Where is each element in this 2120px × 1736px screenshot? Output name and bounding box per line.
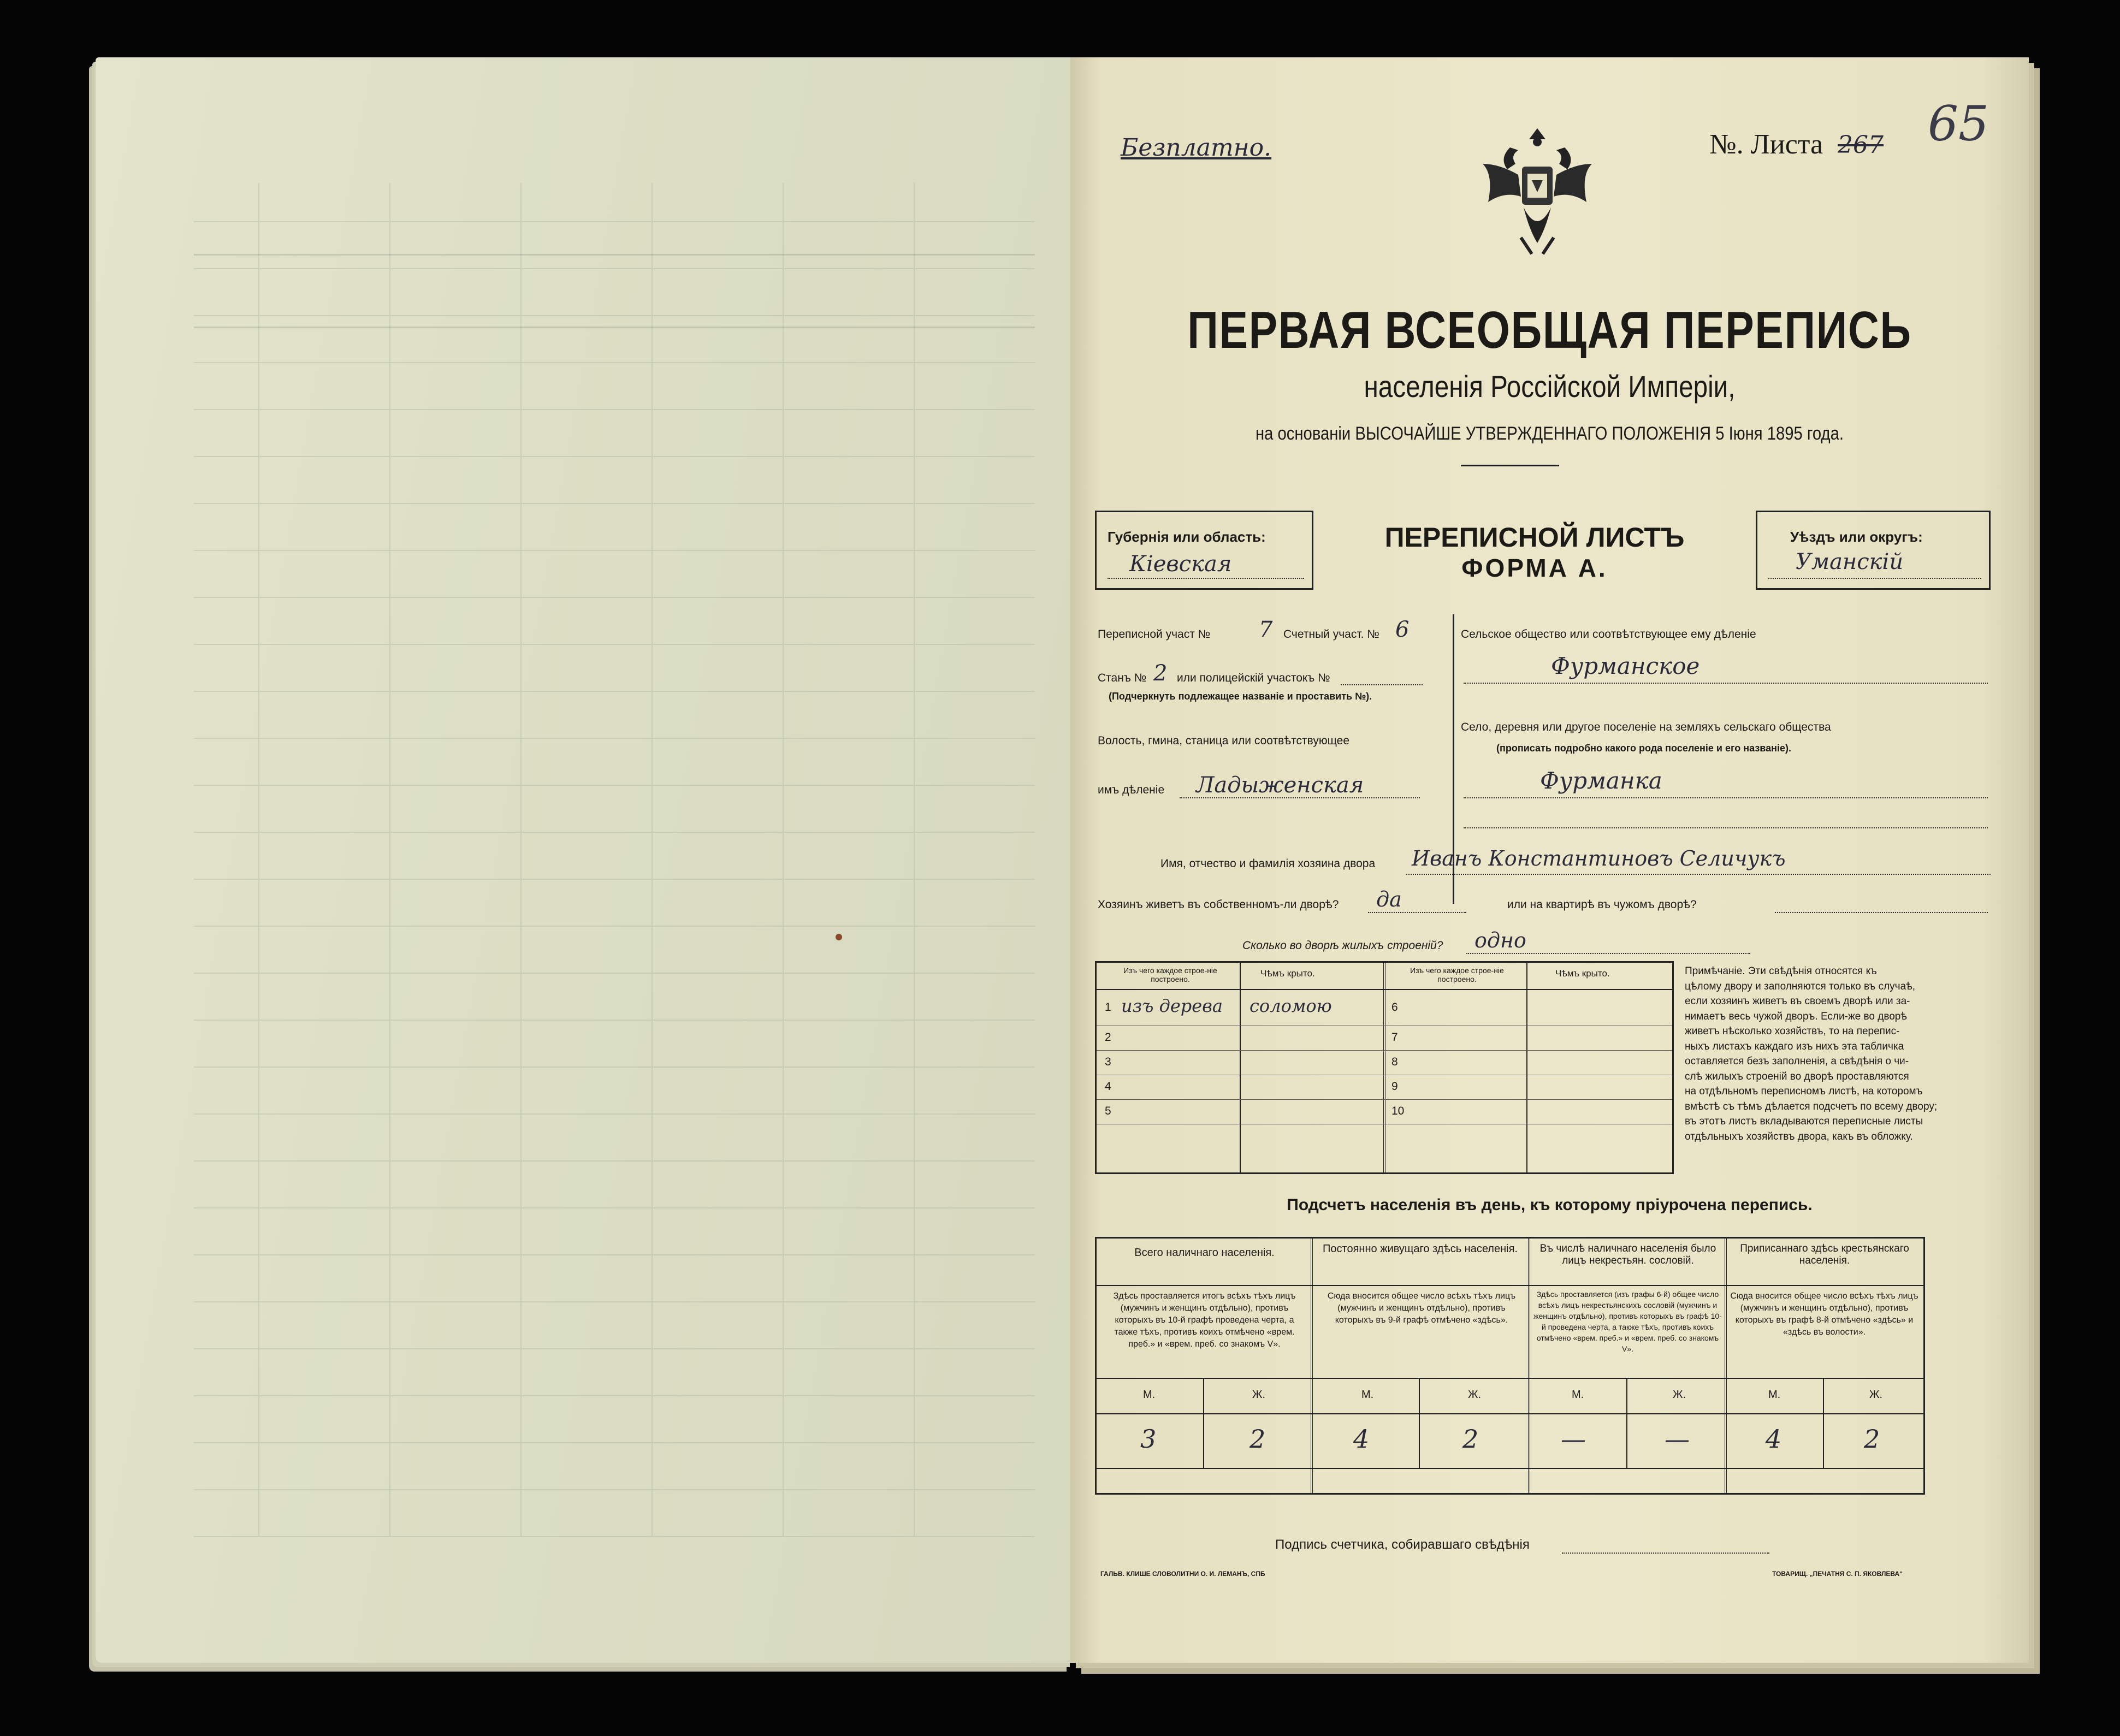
apartment-label: или на квартирѣ въ чужомъ дворѣ? — [1507, 898, 1697, 911]
population-title: Подсчетъ населенія въ день, къ которому пріурочена перепись. — [1287, 1196, 1813, 1214]
note-line: слѣ жилыхъ строеній во дворѣ проставляются — [1685, 1070, 1909, 1082]
subtitle: населенія Россійской Имперіи, — [1364, 369, 1736, 404]
sheet-number-value: 267 — [1838, 131, 1884, 159]
col-material-left: Изъ чего каждое строе-ніе построено. — [1123, 966, 1217, 983]
owner-name-label: Имя, отчество и фамилія хозяина двора — [1160, 857, 1376, 870]
imperial-eagle-emblem — [1477, 126, 1597, 257]
note-block — [1685, 964, 2001, 1144]
pop-m-value: 4 — [1353, 1424, 1370, 1454]
uezd-label: Уѣздъ или округъ: — [1790, 529, 1923, 545]
pop-f-label: Ж. — [1673, 1389, 1686, 1401]
printer-mark-right: ТОВАРИЩ. „ПЕЧАТНЯ С. П. ЯКОВЛЕВА“ — [1772, 1570, 1903, 1578]
pop-col-desc: Сюда вносится общее число всѣхъ тѣхъ лицъ (мужчинъ и женщинъ отдѣльно), противъ которыхъ въ 9-й графѣ отмѣчено «здѣсь». — [1327, 1291, 1516, 1325]
census-area-label: Переписной участ № — [1098, 628, 1211, 641]
building-row-number: 10 — [1391, 1105, 1405, 1117]
pop-m-value: 3 — [1140, 1424, 1157, 1454]
note-line: на отдѣльномъ переписномъ листѣ, на которомъ — [1685, 1086, 1923, 1097]
volost-label: Волость, гмина, станица или соотвѣтствующее — [1098, 734, 1349, 747]
pop-f-value: 2 — [1250, 1424, 1266, 1454]
bleed-through-grid — [194, 183, 1035, 1537]
volost-value: Ладыженская — [1196, 773, 1364, 798]
owner-name-value: Иванъ Константиновъ Селичукъ — [1412, 846, 1786, 870]
col-material-right: Изъ чего каждое строе-ніе построено. — [1410, 966, 1504, 983]
counting-area-value: 6 — [1395, 617, 1410, 642]
sheet-number-label: №. Листа — [1709, 129, 1823, 160]
ornament-divider — [1461, 465, 1559, 466]
buildings-count-value: одно — [1474, 928, 1526, 952]
pop-f-value: 2 — [1462, 1424, 1479, 1454]
note-line: живетъ нѣсколько хозяйствъ, то на перепис- — [1685, 1026, 1900, 1037]
stan-value: 2 — [1153, 661, 1168, 686]
pop-col-desc: Здѣсь проставляется (изъ графы 6-й) общее число всѣхъ лицъ некрестьянскихъ сословій (мужчинъ и женщинъ отдѣльно), противъ которыхъ въ графѣ 10-й проведена черта, а также тѣхъ, противъ коихъ отмѣчено «врем. преб.» и «врем. преб. со знакомъ V». — [1533, 1290, 1722, 1353]
main-title: ПЕРВАЯ ВСЕОБЩАЯ ПЕРЕПИСЬ — [1187, 301, 1912, 359]
free-label: Безплатно. — [1121, 134, 1272, 162]
pop-f-label: Ж. — [1468, 1389, 1482, 1401]
gubernia-box — [1095, 511, 1313, 590]
building-row-number: 6 — [1391, 1001, 1398, 1014]
pop-m-value: — — [1561, 1424, 1586, 1454]
gubernia-value: Кіевская — [1129, 552, 1232, 577]
note-line: нимаетъ весь чужой дворъ. Если-же во дворѣ — [1685, 1010, 1907, 1022]
signature-label: Подпись счетчика, собиравшаго свѣдѣнія — [1275, 1537, 1530, 1552]
own-yard-value: да — [1376, 887, 1402, 911]
pop-m-label: М. — [1143, 1389, 1156, 1401]
pop-col-desc: Сюда вносится общее число всѣхъ тѣхъ лицъ (мужчинъ и женщинъ отдѣльно), противъ которыхъ въ графѣ 8-й отмѣчено «здѣсь» и «здѣсь въ волости». — [1730, 1291, 1918, 1337]
village-note: (прописать подробно какого рода поселеніе и его названіе). — [1496, 743, 1792, 754]
note-line: Примѣчаніе. Эти свѣдѣнія относятся къ — [1685, 965, 1877, 977]
buildings-table — [1095, 961, 1674, 1174]
building-row-number: 4 — [1105, 1080, 1111, 1093]
pop-f-label: Ж. — [1869, 1389, 1883, 1401]
sheet-title-line2: ФОРМА А. — [1461, 554, 1608, 582]
pop-f-value: — — [1665, 1424, 1690, 1454]
building-roof: соломою — [1250, 996, 1332, 1016]
police-area-label: или полицейскій участокъ № — [1177, 672, 1330, 684]
underline-note: (Подчеркнуть подлежащее названіе и проставить №). — [1109, 691, 1372, 702]
uezd-value: Уманскій — [1796, 549, 1904, 574]
col-roof-left: Чѣмъ крыто. — [1260, 968, 1315, 979]
pop-col-head: Всего наличнаго населенія. — [1134, 1247, 1275, 1259]
pop-col-desc: Здѣсь проставляется итогъ всѣхъ тѣхъ лицъ (мужчинъ и женщинъ отдѣльно), противъ которыхъ въ 10-й графѣ проведена черта, а также тѣхъ, противъ коихъ отмѣчено «врем. преб.» и «врем. преб. со знакомъ V». — [1113, 1291, 1296, 1349]
pop-m-label: М. — [1572, 1389, 1584, 1401]
pop-f-label: Ж. — [1252, 1389, 1266, 1401]
gubernia-label: Губернія или область: — [1108, 529, 1266, 545]
bleed-through-header — [194, 254, 1035, 328]
volost-label-2: имъ дѣленіе — [1098, 784, 1165, 796]
pop-m-label: М. — [1361, 1389, 1374, 1401]
society-label: Сельское общество или соотвѣтствующее ему дѣленіе — [1461, 628, 1756, 641]
sheet-title-line1: ПЕРЕПИСНОЙ ЛИСТЪ — [1384, 522, 1685, 553]
building-row-number: 3 — [1105, 1056, 1111, 1068]
col-roof-right: Чѣмъ крыто. — [1555, 968, 1610, 979]
note-line: вмѣстѣ съ тѣмъ дѣлается подсчетъ по всему двору; — [1685, 1100, 1938, 1112]
pop-f-value: 2 — [1864, 1424, 1880, 1454]
building-material: изъ дерева — [1121, 996, 1223, 1016]
note-line: въ этотъ листъ вкладываются переписные листы — [1685, 1116, 1923, 1127]
building-row-number: 8 — [1391, 1056, 1398, 1068]
printer-mark-left: ГАЛЬВ. КЛИШЕ СЛОВОЛИТНИ О. И. ЛЕМАНЪ, СПБ — [1100, 1570, 1265, 1578]
pop-col-head: Приписаннаго здѣсь крестьянскаго населенія. — [1740, 1243, 1909, 1266]
census-area-value: 7 — [1259, 617, 1273, 642]
note-line: если хозяинъ живетъ въ своемъ дворѣ или за- — [1685, 996, 1910, 1007]
note-line: цѣлому двору и заполняются только въ случаѣ, — [1685, 980, 1916, 992]
archive-page-number: 65 — [1928, 96, 1989, 152]
left-page — [96, 57, 1073, 1663]
society-value: Фурманское — [1551, 653, 1700, 679]
building-row-number: 9 — [1391, 1080, 1398, 1093]
note-line: отдѣльныхъ хозяйствъ двора, какъ въ обложку. — [1685, 1130, 1913, 1142]
building-row-number: 7 — [1391, 1031, 1398, 1044]
building-row-number: 2 — [1105, 1031, 1111, 1044]
uezd-box — [1756, 511, 1991, 590]
pop-m-value: 4 — [1766, 1424, 1782, 1454]
pop-col-head: Въ числѣ наличнаго населенія было лицъ некрестьян. сословій. — [1539, 1243, 1716, 1266]
ink-spot — [836, 934, 842, 940]
census-form-page — [1070, 57, 2029, 1663]
village-value: Фурманка — [1540, 767, 1662, 794]
stan-label: Станъ № — [1098, 672, 1147, 684]
population-table — [1095, 1237, 1925, 1495]
buildings-count-label: Сколько во дворѣ жилыхъ строеній? — [1242, 939, 1443, 952]
building-row-number: 5 — [1105, 1105, 1111, 1117]
note-line: ныхъ листахъ каждаго изъ нихъ эта табличка — [1685, 1040, 1904, 1052]
pop-m-label: М. — [1768, 1389, 1781, 1401]
own-yard-label: Хозяинъ живетъ въ собственномъ-ли дворѣ? — [1098, 898, 1339, 911]
note-line: оставляется безъ заполненія, а свѣдѣнія о чи- — [1685, 1056, 1909, 1067]
building-row-number: 1 — [1105, 1001, 1111, 1014]
basis-line: на основаніи ВЫСОЧАЙШЕ УТВЕРЖДЕННАГО ПОЛОЖЕНІЯ 5 Іюня 1895 года. — [1255, 423, 1844, 444]
village-label: Село, деревня или другое поселеніе на земляхъ сельскаго общества — [1461, 721, 1831, 733]
sheet-title — [1313, 522, 1756, 583]
counting-area-label: Счетный участ. № — [1283, 628, 1379, 641]
pop-col-head: Постоянно живущаго здѣсь населенія. — [1323, 1243, 1518, 1255]
